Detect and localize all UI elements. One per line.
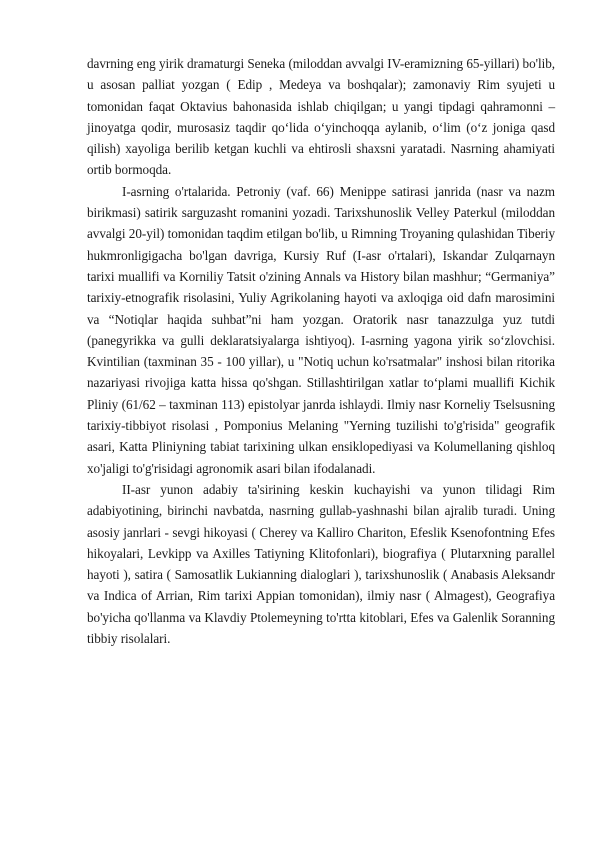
paragraph-1: davrning eng yirik dramaturgi Seneka (miloddan avvalgi IV-eramizning 65-yillari) bo'lib, u asosan palliat yozgan ( Edip , Medeya va boshqalar); zamonaviy Rim syujeti u tomonidan faqat Oktavius bahonasida ishlab chiqilgan; u yangi tipdagi qahramonni – jinoyatga qodir, murosasiz taqdir qo‘lida o‘yinchoqqa aylanib, o‘lim (o‘z joniga qasd qilish) xayoliga berilib ketgan kuchli va ehtirosli shaxsni yaratadi. Nasrning ahamiyati ortib bormoqda. (87, 56, 555, 178)
paragraph-3: II-asr yunon adabiy ta'sirining keskin kuchayishi va yunon tilidagi Rim adabiyotining, birinchi navbatda, nasrning gullab-yashnashi bilan ajralib turadi. Uning asosiy janrlari - sevgi hikoyasi ( Cherey va Kalliro Chariton, Efeslik Ksenofontning Efes hikoyalari, Levkipp va Axilles Tatiyning Klitofonlari), biografiya ( Plutarxning parallel hayoti ), satira ( Samosatlik Lukianning dialoglari ), tarixshunoslik ( Anabasis Aleksandr va Indica of Arrian, Rim tarixi Appian tomonidan), ilmiy nasr ( Almagest), Geografiya bo'yicha qo'llanma va Klavdiy Ptolemeyning to'rtta kitoblari, Efes va Galenlik Soranning tibbiy risolalari. (87, 481, 555, 647)
paragraph-2: I-asrning o'rtalarida. Petroniy (vaf. 66) Menippe satirasi janrida (nasr va nazm birikmasi) satirik sarguzasht romanini yozadi. Tarixshunoslik Velley Paterkul (miloddan avvalgi 20-yil) tomonidan taqdim etilgan bo'lib, u Rimning Troyaning qulashidan Tiberiy hukmronligigacha bo'lgan davriga, Kursiy Ruf (I-asr o'rtalari), Iskandar Zulqarnayn tarixi muallifi va Korniliy Tatsit o'zining Annals va History bilan mashhur; “Germaniya” tarixiy-etnografik risolasini, Yuliy Agrikolaning hayoti va axloqiga oid dafn marosimini va “Notiqlar haqida suhbat”ni ham yozgan. Oratorik nasr tanazzulga yuz tutdi (panegyrikka va gulli deklaratsiyalarga ishtiyoq). I-asrning yagona yirik so‘zlovchisi. Kvintilian (taxminan 35 - 100 yillar), u "Notiq uchun ko'rsatmalar" inshosi bilan ritorika nazariyasi rivojiga katta hissa qo'shgan. Stillashtirilgan xatlar to‘plami muallifi Kichik Pliniy (61/62 – taxminan 113) epistolyar janrda ishlaydi. Ilmiy nasr Korneliy Tselsusning tarixiy-tibbiyot risolasi , Pomponius Melaning "Yerning tuzilishi to'g'risida" geografik asari, Katta Pliniyning tabiat tarixining ulkan ensiklopediyasi va Kolumellaning qishloq xo'jaligi to'g'risidagi agronomik asari bilan ifodalanadi. (87, 183, 555, 476)
body-text (87, 53, 555, 649)
